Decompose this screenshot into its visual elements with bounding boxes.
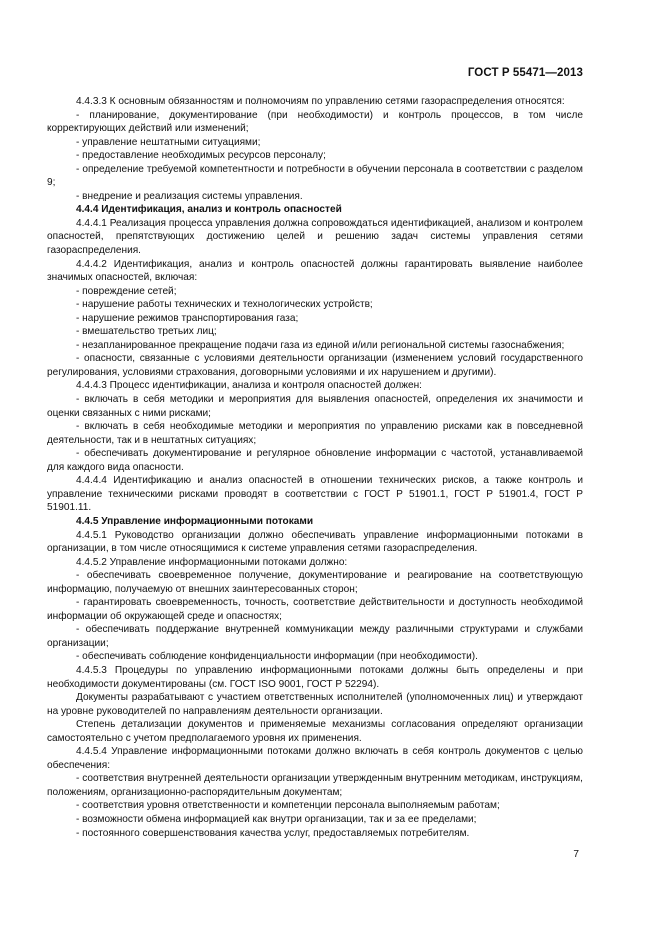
section-heading-4-4-5: 4.4.5 Управление информационными потоками <box>76 515 314 527</box>
list-item: - соответствия уровня ответственности и компетенции персонала выполняемым работам; <box>76 800 500 812</box>
paragraph-4-4-5-2: 4.4.5.2 Управление информационными потоками должно: <box>76 556 348 568</box>
list-item: - включать в себя методики и мероприятия для выявления опасностей, определения их значимости и оценки связанных с ними рисками; <box>47 394 583 419</box>
page-number: 7 <box>573 849 579 860</box>
list-item: - обеспечивать своевременное получение, документирование и реагирование на соответствующую информацию, получаемую от внешних заинтересованных сторон; <box>47 570 583 595</box>
list-item: - определение требуемой компетентности и потребности в обучении персонала в соответствии с разделом 9; <box>47 163 583 189</box>
paragraph-4-4-4-3: 4.4.4.3 Процесс идентификации, анализа и контроля опасностей должен: <box>76 380 422 392</box>
list-item: - обеспечивать соблюдение конфиденциальности информации (при необходимости). <box>76 651 478 663</box>
paragraph-4-4-4-4: 4.4.4.4 Идентификацию и анализ опасностей в отношении технических рисков, а также контроль и управление техническими рисками проводят в соответствии с ГОСТ Р 51901.1, ГОСТ Р 51901.4, ГОСТ Р 51901.11. <box>47 475 583 514</box>
list-item: - планирование, документирование (при необходимости) и контроль процессов, в том числе корректирующих действий или изменений; <box>47 109 583 135</box>
list-item: - обеспечивать документирование и регулярное обновление информации с частотой, устанавливаемой для каждого вида опасности. <box>47 448 583 473</box>
list-item: - незапланированное прекращение подачи газа из единой и/или региональной системы газоснабжения; <box>76 339 565 351</box>
list-item: - соответствия внутренней деятельности организации утвержденным внутренним методикам, инструкциям, положениям, организационно-распорядительным документам; <box>47 773 583 798</box>
list-item: - включать в себя необходимые методики и мероприятия по управлению рисками как в повседневной деятельности, так и в нештатных ситуациях; <box>47 421 583 446</box>
list-item: - повреждение сетей; <box>76 285 177 297</box>
paragraph-4-4-5-1: 4.4.5.1 Руководство организации должно обеспечивать управление информационными потоками в организации, в том числе относящимися к системе управления сетями газораспределения. <box>47 529 583 555</box>
list-item: - нарушение работы технических и технологических устройств; <box>76 299 373 311</box>
standard-header: ГОСТ Р 55471—2013 <box>467 67 583 79</box>
body-text <box>47 95 583 840</box>
list-item: - постоянного совершенствования качества услуг, предоставляемых потребителям. <box>76 827 470 839</box>
section-heading-4-4-4: 4.4.4 Идентификация, анализ и контроль опасностей <box>76 204 342 216</box>
paragraph-4-4-5-3: 4.4.5.3 Процедуры по управлению информационными потоками должны быть определены и при необходимости документированы (см. ГОСТ ISO 9001, ГОСТ Р 52294). <box>47 664 583 690</box>
list-item: - гарантировать своевременность, точность, соответствие действительности и доступность необходимой информации об окружающей среде и опасностях; <box>47 597 583 622</box>
list-item: - возможности обмена информацией как внутри организации, так и за ее пределами; <box>76 813 477 825</box>
list-item: - управление нештатными ситуациями; <box>76 136 261 148</box>
list-item: - вмешательство третьих лиц; <box>76 326 217 338</box>
paragraph: Степень детализации документов и применяемые механизмы согласования определяют организации самостоятельно с учетом предполагаемого уровня их применения. <box>47 719 583 744</box>
paragraph-4-4-4-2: 4.4.4.2 Идентификация, анализ и контроль опасностей должны гарантировать выявление наиболее значимых опасностей, включая: <box>47 258 583 284</box>
list-item: - обеспечивать поддержание внутренней коммуникации между различными структурами и службами организации; <box>47 624 583 649</box>
list-item: - предоставление необходимых ресурсов персоналу; <box>76 150 326 162</box>
paragraph-4-4-3-3: 4.4.3.3 К основным обязанностям и полномочиям по управлению сетями газораспределения относятся: <box>76 96 565 107</box>
paragraph-4-4-5-4: 4.4.5.4 Управление информационными потоками должно включать в себя контроль документов с целью обеспечения: <box>47 746 583 771</box>
paragraph-4-4-4-1: 4.4.4.1 Реализация процесса управления должна сопровождаться идентификацией, анализом и контролем опасностей, препятствующих достижению целей и решению задач системы управления сетями газораспределения. <box>47 217 583 257</box>
list-item: - опасности, связанные с условиями деятельности организации (изменением условий государственного регулирования, условиями страхования, договорными условиями и их нарушением и другими). <box>47 353 583 378</box>
list-item: - нарушение режимов транспортирования газа; <box>76 312 299 324</box>
paragraph: Документы разрабатывают с участием ответственных исполнителей (уполномоченных лиц) и утверждают на уровне руководителей по направлениям деятельности организации. <box>47 692 583 717</box>
list-item: - внедрение и реализация системы управления. <box>76 190 303 202</box>
